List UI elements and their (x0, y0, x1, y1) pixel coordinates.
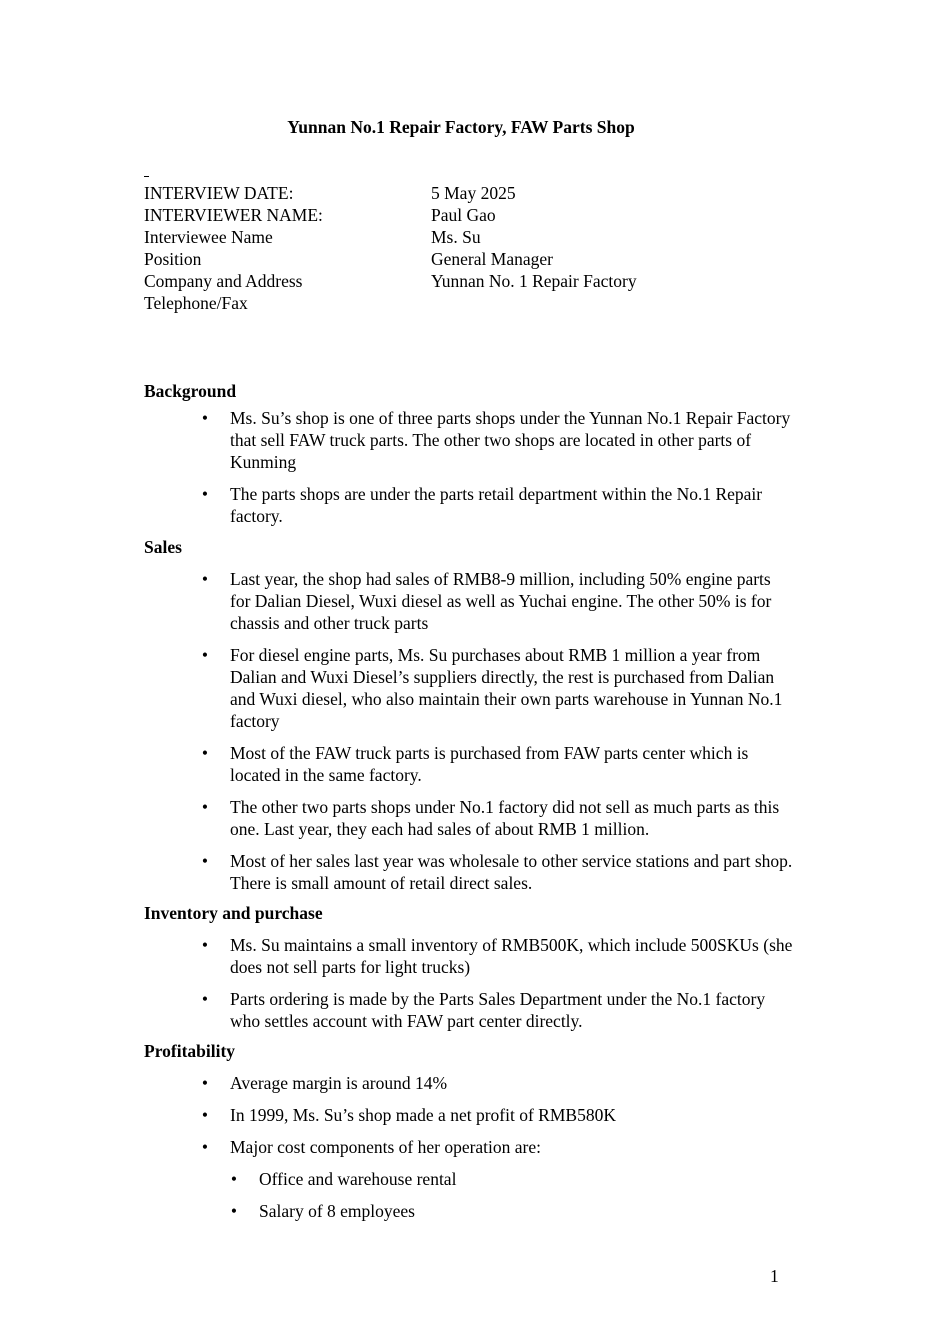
info-row-position (144, 248, 637, 270)
list-item (144, 483, 794, 527)
info-label: INTERVIEWER NAME: (144, 205, 323, 225)
bullet-icon: • (201, 743, 209, 763)
list-item (144, 1104, 794, 1126)
info-label: Interviewee Name (144, 227, 273, 247)
list-item (144, 1136, 794, 1158)
info-label: Telephone/Fax (144, 293, 248, 313)
list-item (144, 796, 794, 840)
info-row-interview-date (144, 182, 637, 204)
info-label: Company and Address (144, 271, 303, 291)
list-item-text: Last year, the shop had sales of RMB8-9 million, including 50% engine parts for Dalian Diesel, Wuxi diesel as well as Yuchai engine. The other 50% is for chassis and other truck parts (230, 569, 772, 633)
list-item (144, 988, 794, 1032)
info-value: 5 May 2025 (431, 183, 516, 203)
interview-info-table (144, 182, 637, 314)
info-value: Yunnan No. 1 Repair Factory (431, 271, 637, 291)
list-item (144, 407, 794, 473)
sub-list-item (144, 1168, 794, 1190)
info-label: Position (144, 249, 202, 269)
bullet-icon: • (201, 989, 209, 1009)
bullet-icon: • (201, 1073, 209, 1093)
info-row-company-address (144, 270, 637, 292)
section-heading-profitability: Profitability (144, 1041, 236, 1061)
section-heading-background: Background (144, 381, 237, 401)
list-item-text: Ms. Su maintains a small inventory of RMB500K, which include 500SKUs (she does not sell parts for light trucks) (230, 935, 793, 977)
bullet-icon: • (230, 1169, 238, 1189)
list-item-text: Salary of 8 employees (259, 1201, 415, 1221)
sub-list-item (144, 1200, 794, 1222)
bullet-icon: • (201, 569, 209, 589)
list-item-text: Ms. Su’s shop is one of three parts shops under the Yunnan No.1 Repair Factory that sell FAW truck parts. The other two shops are located in other parts of Kunming (230, 408, 791, 472)
bullet-icon: • (201, 1137, 209, 1157)
bullet-icon: • (201, 408, 209, 428)
list-item-text: Most of her sales last year was wholesale to other service stations and part shop. There is small amount of retail direct sales. (230, 851, 793, 893)
stray-mark (144, 176, 149, 177)
info-row-interviewer-name (144, 204, 637, 226)
profitability-list (144, 1072, 794, 1232)
document-title: Yunnan No.1 Repair Factory, FAW Parts Shop (287, 117, 635, 137)
list-item (144, 568, 794, 634)
bullet-icon: • (201, 797, 209, 817)
info-value: General Manager (431, 249, 553, 269)
info-row-interviewee-name (144, 226, 637, 248)
sales-list (144, 568, 794, 904)
list-item-text: Most of the FAW truck parts is purchased from FAW parts center which is located in the same factory. (230, 743, 749, 785)
info-row-telephone-fax (144, 292, 637, 314)
list-item-text: For diesel engine parts, Ms. Su purchases about RMB 1 million a year from Dalian and Wuxi Diesel’s suppliers directly, the rest is purchased from Dalian and Wuxi diesel, who also maintain their own parts warehouse in Yunnan No.1 factory (230, 645, 783, 731)
info-label: INTERVIEW DATE: (144, 183, 294, 203)
bullet-icon: • (230, 1201, 238, 1221)
bullet-icon: • (201, 935, 209, 955)
background-list (144, 407, 794, 537)
list-item-text: The other two parts shops under No.1 factory did not sell as much parts as this one. Last year, they each had sales of about RMB 1 million. (230, 797, 780, 839)
list-item-text: The parts shops are under the parts retail department within the No.1 Repair factory. (230, 484, 763, 526)
info-value: Ms. Su (431, 227, 481, 247)
list-item (144, 1072, 794, 1094)
list-item-text: Major cost components of her operation are: (230, 1137, 542, 1157)
bullet-icon: • (201, 1105, 209, 1125)
section-heading-sales: Sales (144, 537, 182, 557)
bullet-icon: • (201, 851, 209, 871)
info-value: Paul Gao (431, 205, 496, 225)
section-heading-inventory: Inventory and purchase (144, 903, 323, 923)
list-item-text: In 1999, Ms. Su’s shop made a net profit of RMB580K (230, 1105, 616, 1125)
list-item-text: Parts ordering is made by the Parts Sales Department under the No.1 factory who settles account with FAW part center directly. (230, 989, 766, 1031)
list-item (144, 850, 794, 894)
inventory-list (144, 934, 794, 1042)
bullet-icon: • (201, 484, 209, 504)
page-number: 1 (770, 1266, 779, 1286)
list-item (144, 934, 794, 978)
list-item (144, 742, 794, 786)
list-item-text: Average margin is around 14% (230, 1073, 448, 1093)
list-item (144, 644, 794, 732)
list-item-text: Office and warehouse rental (259, 1169, 457, 1189)
bullet-icon: • (201, 645, 209, 665)
